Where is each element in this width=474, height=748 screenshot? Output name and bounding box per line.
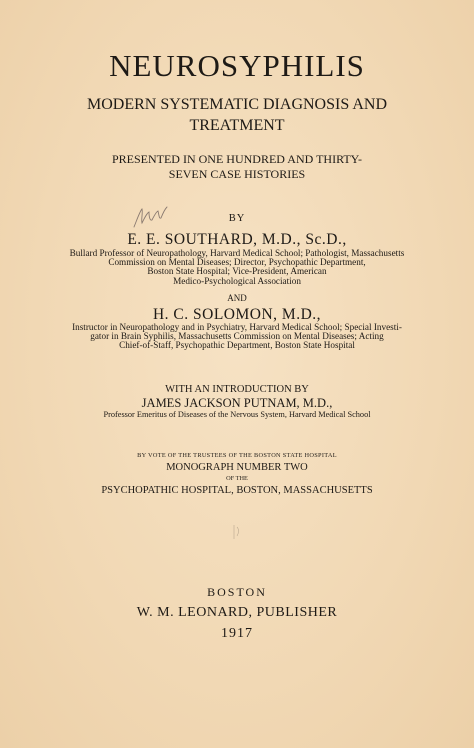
author-1-affiliation-line: Commission on Mental Diseases; Director, Psychopathic Department,	[108, 257, 366, 268]
introduction-author-affiliation: Professor Emeritus of Diseases of the Nervous System, Harvard Medical School	[103, 410, 371, 419]
introduction-label: WITH AN INTRODUCTION BY	[165, 384, 309, 395]
monograph-number: MONOGRAPH NUMBER TWO	[166, 462, 308, 473]
author-2-affiliation	[0, 323, 474, 351]
hospital-name: PSYCHOPATHIC HOSPITAL, BOSTON, MASSACHUSETTS	[101, 485, 373, 496]
of-the-label: OF THE	[226, 475, 248, 482]
and-label: AND	[227, 293, 247, 303]
pencil-mark-icon	[232, 524, 242, 540]
imprint-publisher: W. M. LEONARD, PUBLISHER	[136, 605, 338, 620]
author-2-affiliation-line: gator in Brain Syphilis, Massachusetts Commission on Mental Diseases; Acting	[90, 331, 384, 342]
author-1-affiliation	[0, 249, 474, 286]
author-2-affiliation-line: Chief-of-Staff, Psychopathic Department, Boston State Hospital	[119, 340, 355, 351]
author-1-affiliation-line: Boston State Hospital; Vice-President, American	[147, 266, 327, 277]
author-2-affiliation-line: Instructor in Neuropathology and in Psychiatry, Harvard Medical School; Special Investi-	[72, 322, 402, 332]
introduction-author-name: JAMES JACKSON PUTNAM, M.D.,	[141, 396, 333, 410]
imprint-year: 1917	[221, 626, 253, 641]
presented-line-1: PRESENTED IN ONE HUNDRED AND THIRTY-	[111, 152, 363, 166]
trustees-vote-line: BY VOTE OF THE TRUSTEES OF THE BOSTON STATE HOSPITAL	[137, 452, 337, 459]
by-label: BY	[228, 213, 246, 224]
author-1-name: E. E. SOUTHARD, M.D., Sc.D.,	[127, 231, 347, 248]
imprint-city: BOSTON	[207, 585, 267, 599]
author-2-name: H. C. SOLOMON, M.D.,	[152, 306, 322, 323]
subtitle-line-2: TREATMENT	[189, 117, 285, 134]
presented-line-2: SEVEN CASE HISTORIES	[168, 167, 306, 181]
subtitle-line-1: MODERN SYSTEMATIC DIAGNOSIS AND	[86, 96, 388, 113]
author-1-affiliation-line: Medico-Psychological Association	[173, 275, 301, 286]
book-title: NEUROSYPHILIS	[109, 48, 365, 83]
author-1-affiliation-line: Bullard Professor of Neuropathology, Harvard Medical School; Pathologist, Massachusetts	[69, 248, 405, 258]
